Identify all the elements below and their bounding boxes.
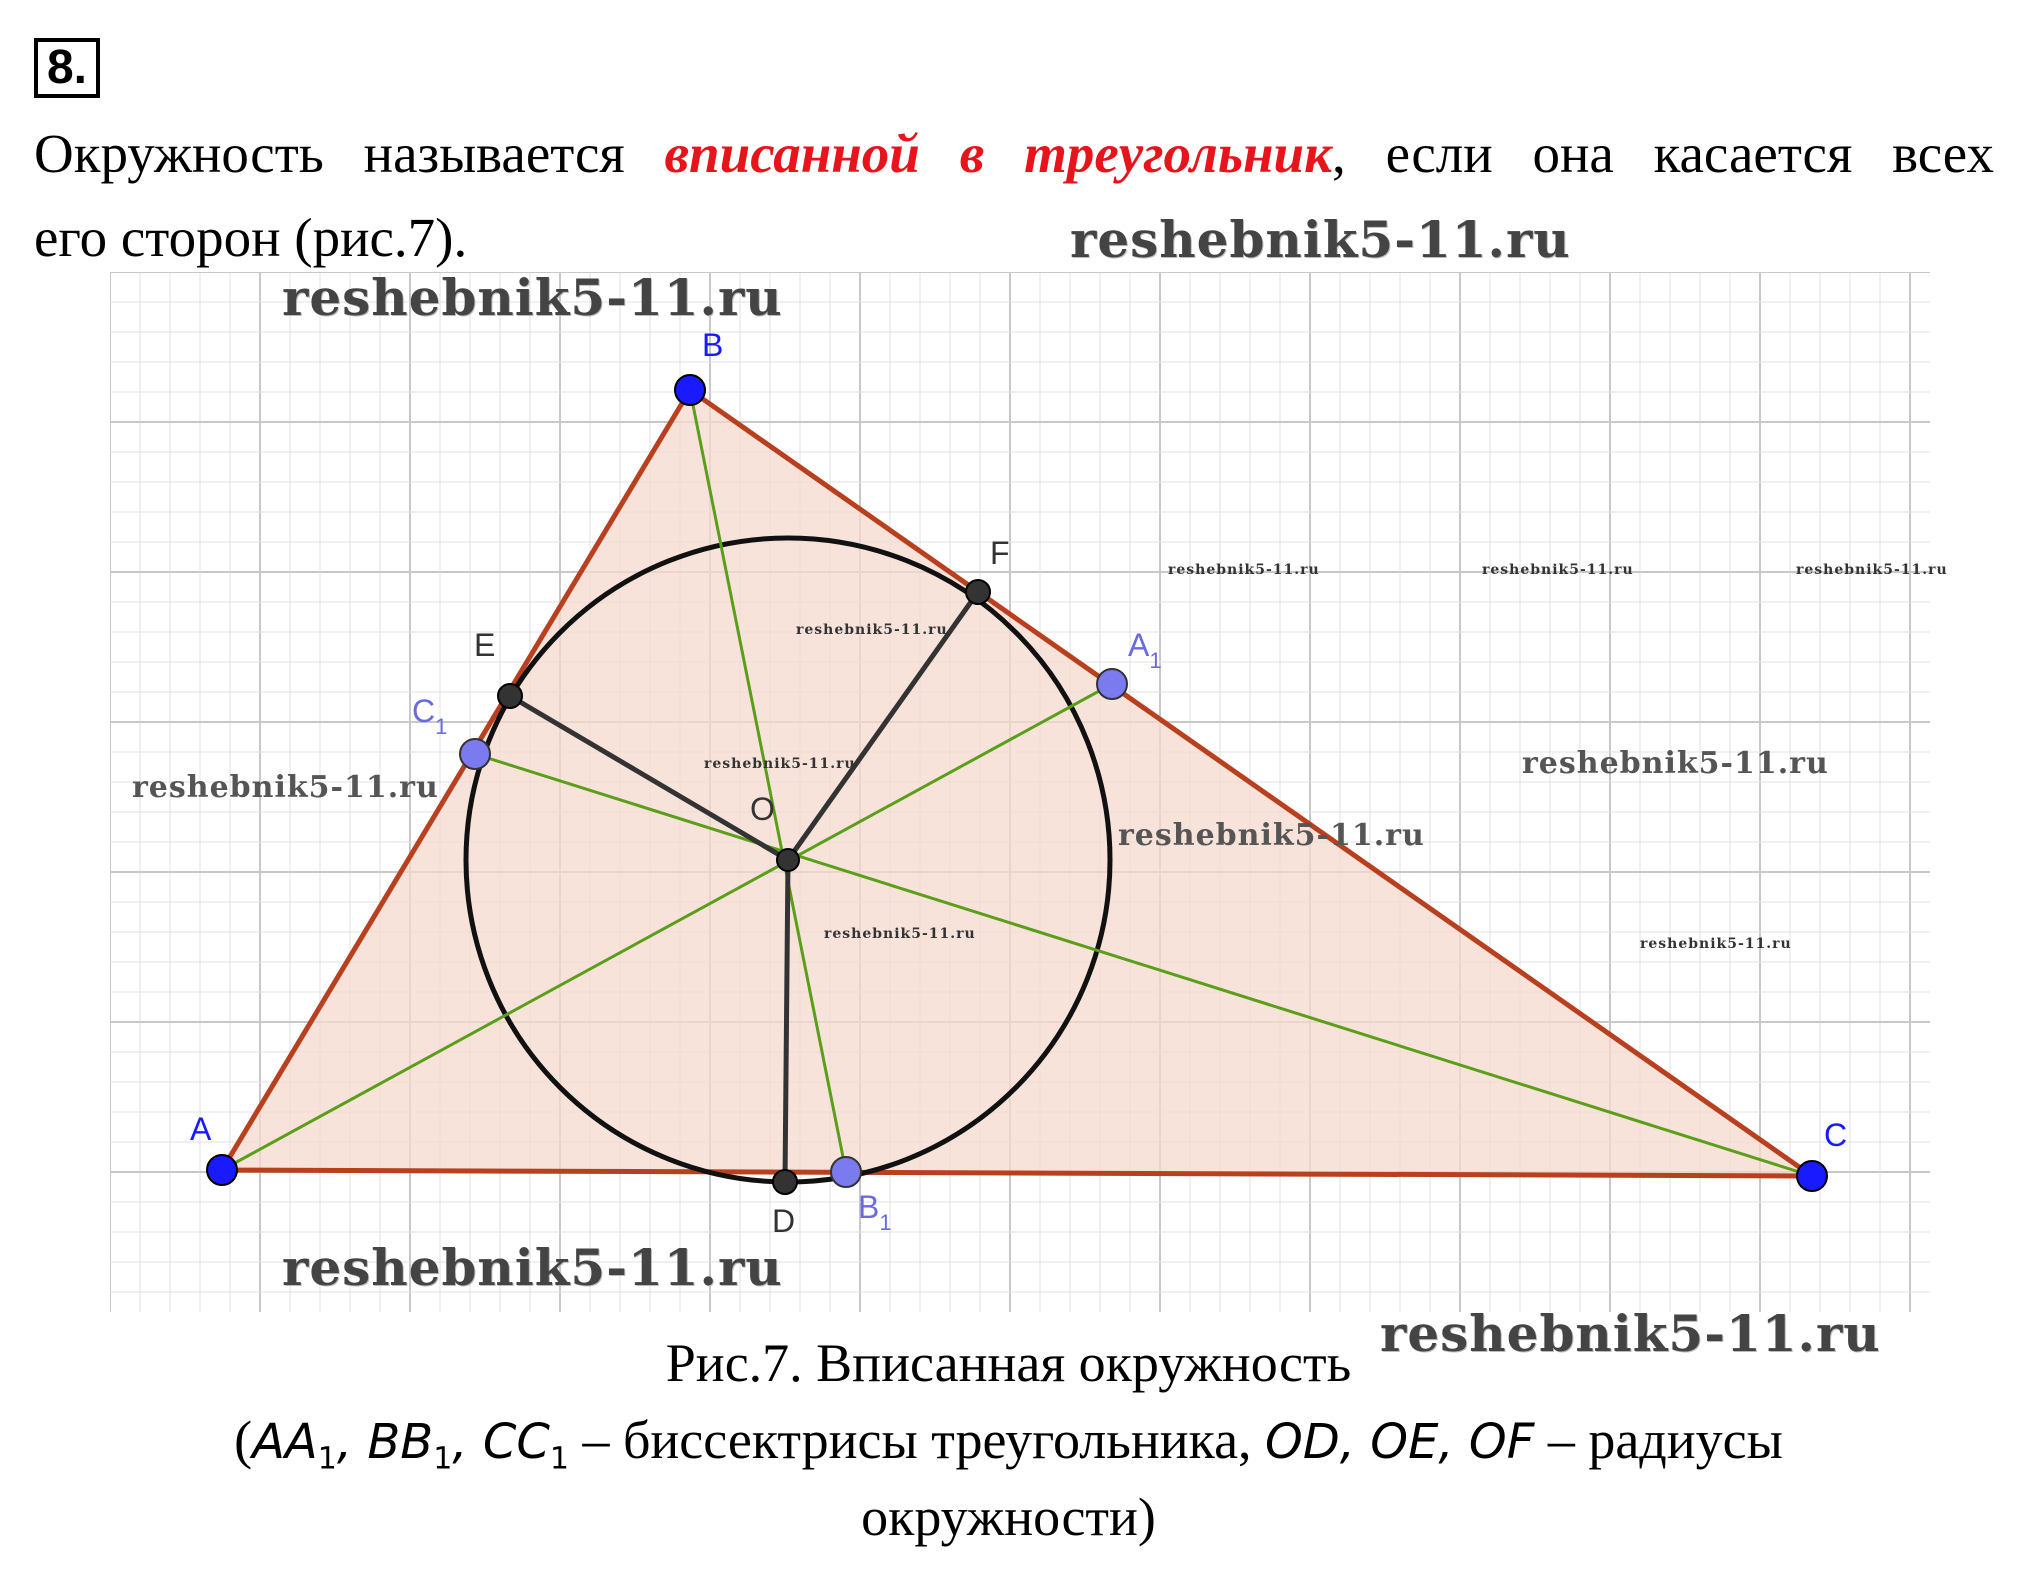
label-a1: $A_1$ <box>1128 627 1162 673</box>
watermark: reshebnik5-11.ru <box>1482 562 1634 578</box>
triangle-abc <box>222 390 1812 1176</box>
watermark: reshebnik5-11.ru <box>1640 936 1792 952</box>
label-c1: $C_1$ <box>412 693 448 739</box>
label-a: A <box>190 1111 212 1147</box>
point-e <box>498 684 522 708</box>
definition-paragraph <box>34 112 1994 280</box>
watermark: reshebnik5-11.ru <box>1522 746 1829 781</box>
para-text-before: Окружность называется <box>34 123 665 184</box>
label-d: D <box>772 1203 796 1239</box>
watermark: reshebnik5-11.ru <box>704 756 856 772</box>
para-line-2: его сторон (рис.7). <box>34 207 468 268</box>
watermark: reshebnik5-11.ru <box>282 268 783 327</box>
watermark: reshebnik5-11.ru <box>1070 210 1571 269</box>
point-c <box>1797 1161 1827 1191</box>
problem-number: 8. <box>34 38 100 98</box>
label-e: E <box>474 627 496 663</box>
watermark: reshebnik5-11.ru <box>1118 818 1425 853</box>
watermark: reshebnik5-11.ru <box>1796 562 1948 578</box>
watermark: reshebnik5-11.ru <box>1168 562 1320 578</box>
figure-caption-title: Рис.7. Вписанная окружность <box>665 1333 1352 1393</box>
watermark: reshebnik5-11.ru <box>132 770 439 805</box>
point-a1 <box>1097 669 1127 699</box>
point-b1 <box>831 1157 861 1187</box>
figure-caption-end: окружности) <box>861 1487 1156 1547</box>
watermark: reshebnik5-11.ru <box>824 926 976 942</box>
watermark: reshebnik5-11.ru <box>282 1238 783 1297</box>
figure-caption-legend: ($AA_1$, $BB_1$, $CC_1$ – биссектрисы треугольника, OD, OE, OF – радиусы <box>234 1410 1783 1477</box>
point-o <box>777 849 799 871</box>
point-f <box>966 580 990 604</box>
point-b <box>675 375 705 405</box>
label-o: O <box>750 791 775 827</box>
radius-od <box>785 860 788 1182</box>
point-d <box>773 1170 797 1194</box>
label-b: B <box>702 327 724 363</box>
point-c1 <box>460 739 490 769</box>
para-text-after: , если она касается всех <box>1332 123 1994 184</box>
label-c: C <box>1824 1117 1848 1153</box>
label-b1: $B_1$ <box>858 1189 892 1235</box>
watermark: reshebnik5-11.ru <box>1380 1304 1881 1363</box>
watermark: reshebnik5-11.ru <box>796 622 948 638</box>
point-a <box>207 1155 237 1185</box>
label-f: F <box>990 535 1010 571</box>
highlighted-term: вписанной в треугольник <box>664 123 1332 184</box>
